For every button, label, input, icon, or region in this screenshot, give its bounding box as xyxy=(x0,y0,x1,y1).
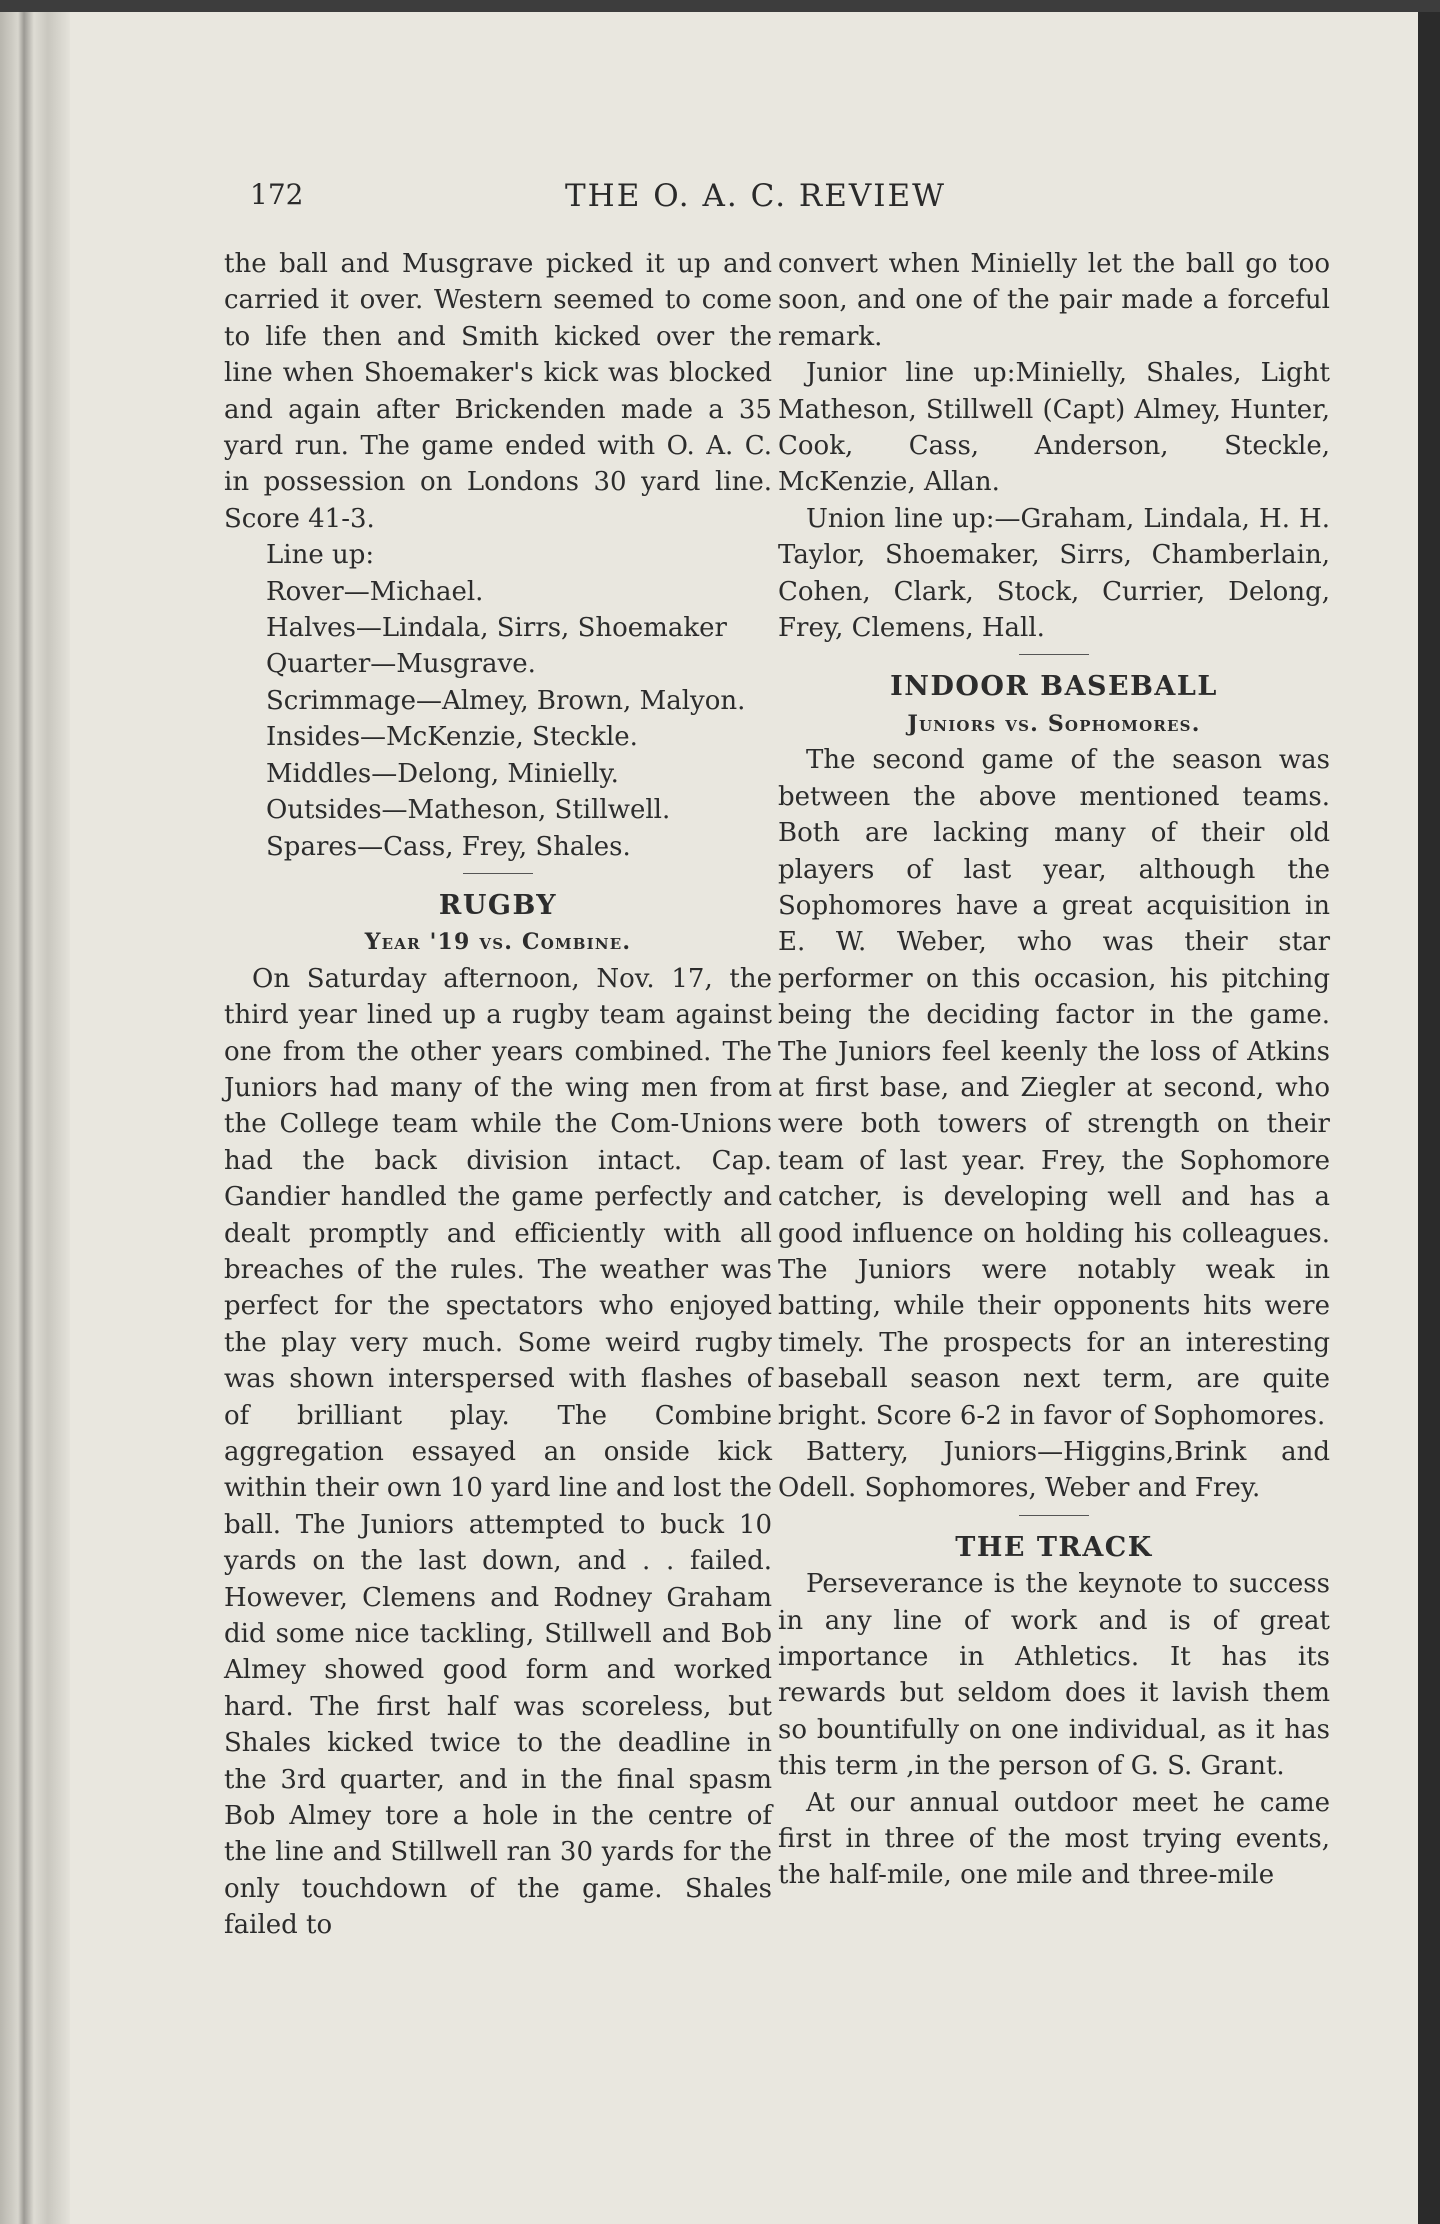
rugby-heading: RUGBY xyxy=(438,889,558,921)
lineup-item: Rover—Michael. xyxy=(266,576,484,607)
union-lineup-paragraph: Union line up:—Graham, Lindala, H. H. Taylor, Shoemaker, Sirrs, Chamberlain, Cohen, Clark, Stock, Currier, Delong, Frey, Clemens, Hall. xyxy=(778,503,1330,644)
track-paragraph: Perseverance is the keynote to success in any line of work and is of great importance in Athletics. It has its rewards but seldom does it lavish them so bountifully on one individual, as it has this term ,in the person of G. S. Grant. xyxy=(778,1569,1330,1782)
rugby-subheading: Year '19 vs. Combine. xyxy=(364,929,632,956)
continued-paragraph: convert when Minielly let the ball go too soon, and one of the pair made a forceful remark. xyxy=(778,249,1330,352)
running-title: THE O. A. C. REVIEW xyxy=(565,178,947,214)
lineup-item: Insides—McKenzie, Steckle. xyxy=(266,722,638,753)
rugby-paragraph: On Saturday afternoon, Nov. 17, the third year lined up a rugby team against one from the other years combined. The Juniors had many of the wing men from the College team while the Com-Unions had the back division intact. Cap. Gandier handled the game perfectly and dealt promptly and efficiently with all breaches of the rules. The weather was perfect for the spectators who enjoyed the play very much. Some weird rugby was shown interspersed with flashes of of brilliant play. The Combine aggregation essayed an onside kick within their own 10 yard line and lost the ball. The Juniors attempted to buck 10 yards on the last down, and . . failed. However, Clemens and Rodney Graham did some nice tackling, Stillwell and Bob Almey showed good form and worked hard. The first half was scoreless, but Shales kicked twice to the deadline in the 3rd quarter, and in the final spasm Bob Almey tore a hole in the centre of the line and Stillwell ran 30 yards for the only touchdown of the game. Shales failed to xyxy=(224,963,772,1941)
right-column xyxy=(778,246,1330,1894)
baseball-subheading: Juniors vs. Sophomores. xyxy=(907,710,1201,737)
section-divider xyxy=(463,873,533,874)
track-paragraph: At our annual outdoor meet he came first in three of the most trying events, the half-mile, one mile and three-mile xyxy=(778,1787,1330,1891)
lineup-item: Quarter—Musgrave. xyxy=(266,649,536,680)
left-column xyxy=(224,246,772,1944)
lineup-item: Scrimmage—Almey, Brown, Malyon. xyxy=(266,685,746,716)
battery-paragraph: Battery, Juniors—Higgins,Brink and Odell. Sophomores, Weber and Frey. xyxy=(778,1437,1330,1504)
baseball-paragraph: The second game of the season was between the above mentioned teams. Both are lacking many of their old players of last year, although the Sophomores have a great acquisition in E. W. Weber, who was their star performer on this occasion, his pitching being the deciding factor in the game. The Juniors feel keenly the loss of Atkins at first base, and Ziegler at second, who were both towers of strength on their team of last year. Frey, the Sophomore catcher, is developing well and has a good influence on holding his colleagues. The Juniors were notably weak in batting, while their opponents hits were timely. The prospects for an interesting baseball season next term, are quite bright. Score 6-2 in favor of Sophomores. xyxy=(778,745,1330,1431)
junior-lineup-paragraph: Junior line up:Minielly, Shales, Light Matheson, Stillwell (Capt) Almey, Hunter, Cook, Cass, Anderson, Steckle, McKenzie, Allan. xyxy=(778,358,1330,498)
lineup-list xyxy=(224,574,772,865)
section-divider xyxy=(1019,1515,1089,1516)
scan-border-right xyxy=(1418,12,1440,2224)
lineup-item: Middles—Delong, Minielly. xyxy=(266,758,619,789)
section-divider xyxy=(1019,654,1089,655)
page-header xyxy=(250,178,1350,228)
lineup-item: Outsides—Matheson, Stillwell. xyxy=(266,795,671,826)
lineup-item: Spares—Cass, Frey, Shales. xyxy=(266,831,631,862)
page-number: 172 xyxy=(250,178,304,211)
lineup-heading: Line up: xyxy=(266,540,375,571)
continued-paragraph: the ball and Musgrave picked it up and carried it over. Western seemed to come to life then and Smith kicked over the line when Shoemaker's kick was blocked and again after Brickenden made a 35 yard run. The game ended with O. A. C. in possession on Londons 30 yard line. Score 41-3. xyxy=(224,249,772,534)
track-heading: THE TRACK xyxy=(955,1531,1153,1563)
scan-border-top xyxy=(0,0,1440,12)
page-binding-edge xyxy=(0,12,70,2224)
lineup-item: Halves—Lindala, Sirrs, Shoemaker xyxy=(266,613,727,644)
baseball-heading: INDOOR BASEBALL xyxy=(890,671,1218,703)
